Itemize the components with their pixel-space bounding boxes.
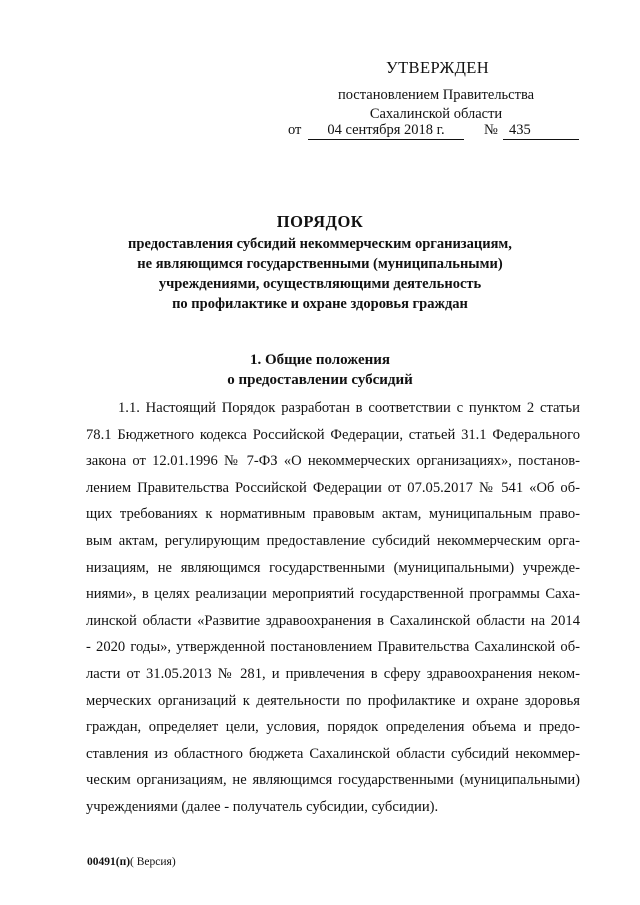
approval-authority [300,86,572,124]
paragraph-1-1 [86,395,580,821]
approval-date: 04 сентября 2018 г. [308,122,464,140]
subtitle-line: предоставления субсидий некоммерческим организациям, [128,236,512,252]
approval-date-line [288,122,588,142]
subtitle-line: не являющимся государственными (муниципальными) [137,256,503,272]
paragraph-line: низациям, не являющимся государственными (муниципальными) учрежде- [86,559,580,576]
subtitle-line: по профилактике и охране здоровья граждан [172,296,468,312]
approval-authority-line-1: постановлением Правительства [337,87,535,103]
paragraph-line: 1.1. Настоящий Порядок разработан в соответствии с пунктом 2 статьи [118,400,580,416]
paragraph-line: ниями», в целях реализации мероприятий государственной программы Саха- [86,586,580,603]
paragraph-line: граждан, определяет цели, условия, порядок определения объема и предо- [86,719,580,736]
paragraph-line: линской области «Развитие здравоохранения в Сахалинской области на 2014 [86,612,580,629]
paragraph-line: ставления из областного бюджета Сахалинской области субсидий некоммер- [86,745,580,762]
date-prefix: от [288,122,302,138]
section-heading [100,350,540,390]
paragraph-line: мерческих организаций к деятельности по профилактике и охране здоровья [86,692,580,709]
paragraph-line: вым актам, регулирующим предоставление субсидий некоммерческим орга- [86,532,580,549]
paragraph-line: учреждениями (далее - получатель субсидии, субсидии). [86,798,439,815]
section-heading-line-1: 1. Общие положения [249,352,391,368]
footer [87,856,176,868]
approval-number: 435 [503,122,579,140]
document-version: ( Версия) [130,856,176,868]
paragraph-line: щих требованиях к нормативным правовым актам, муниципальным право- [86,506,580,523]
approval-authority-line-2: Сахалинской области [369,106,503,122]
subtitle-line: учреждениями, осуществляющими деятельность [158,276,482,292]
paragraph-line: ческим организациям, не являющимся государственными (муниципальными) [86,772,580,789]
section-heading-line-2: о предоставлении субсидий [227,372,413,388]
approval-heading: УТВЕРЖДЕН [386,58,490,77]
document-title: ПОРЯДОК [276,212,364,231]
paragraph-line: 78.1 Бюджетного кодекса Российской Федерации, статьей 31.1 Федерального [86,426,580,443]
paragraph-line: ласти от 31.05.2013 № 281, и привлечения в сферу здравоохранения неком- [86,665,580,682]
paragraph-line: закона от 12.01.1996 № 7-ФЗ «О некоммерческих организациях», постанов- [86,453,580,470]
number-sign: № [484,122,498,138]
document-code: 00491(п) [87,856,131,868]
paragraph-line: лением Правительства Российской Федерации от 07.05.2017 № 541 «Об об- [86,479,580,496]
paragraph-line: - 2020 годы», утвержденной постановлением Правительства Сахалинской об- [86,639,580,656]
document-subtitle [100,234,540,314]
